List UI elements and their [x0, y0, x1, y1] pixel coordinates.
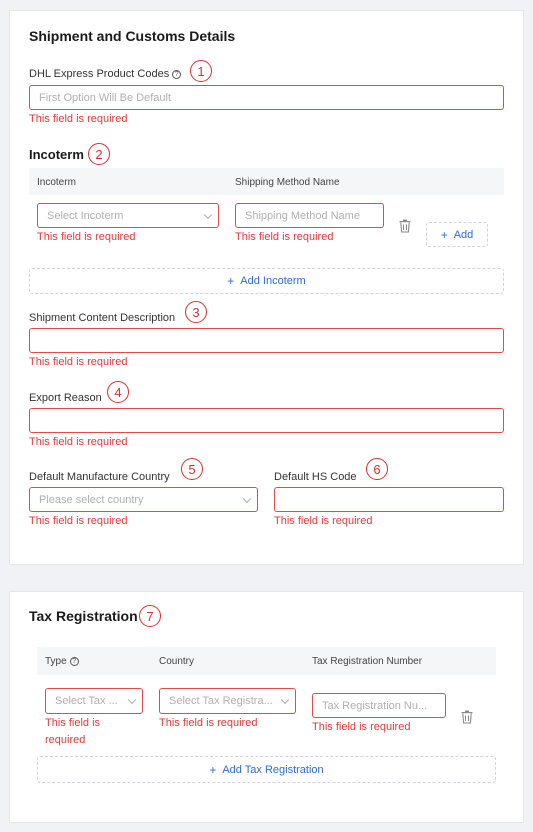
- incoterm-section-title: Incoterm: [29, 147, 84, 162]
- shipping-method-placeholder: Shipping Method Name: [245, 209, 360, 222]
- tax-type-error-line2: required: [45, 734, 86, 746]
- add-tax-registration-label: Add Tax Registration: [222, 763, 324, 776]
- annotation-badge-6: 6: [366, 458, 388, 480]
- incoterm-select-placeholder: Select Incoterm: [47, 209, 124, 222]
- manufacture-country-label: Default Manufacture Country: [29, 471, 170, 483]
- tax-section-title: Tax Registration: [29, 608, 138, 624]
- add-incoterm-row-button[interactable]: [426, 222, 488, 247]
- export-reason-error: This field is required: [29, 436, 128, 448]
- incoterm-column-header: Incoterm: [37, 177, 76, 188]
- hs-code-label: Default HS Code: [274, 471, 357, 483]
- content-description-label: Shipment Content Description: [29, 312, 176, 324]
- tax-number-input[interactable]: [312, 693, 446, 718]
- plus-icon: +: [227, 274, 235, 288]
- chevron-down-icon: [281, 696, 289, 704]
- product-codes-placeholder: First Option Will Be Default: [39, 91, 172, 104]
- incoterm-table-header: [29, 168, 504, 195]
- trash-icon[interactable]: [399, 219, 411, 233]
- product-codes-label: [29, 68, 181, 80]
- product-codes-error: This field is required: [29, 113, 128, 125]
- hs-code-error: This field is required: [274, 515, 373, 527]
- annotation-badge-7: 7: [139, 605, 161, 627]
- incoterm-select[interactable]: [37, 203, 219, 228]
- product-codes-label-text: DHL Express Product Codes: [29, 68, 170, 80]
- tax-number-error: This field is required: [312, 721, 411, 733]
- content-description-input[interactable]: [29, 328, 504, 353]
- plus-icon: +: [209, 762, 217, 777]
- add-incoterm-button[interactable]: [29, 268, 504, 294]
- chevron-down-icon: [204, 210, 212, 218]
- tax-number-placeholder: Tax Registration Nu...: [322, 699, 428, 712]
- hs-code-input[interactable]: [274, 487, 504, 512]
- tax-country-select[interactable]: [159, 688, 296, 714]
- tax-country-error: This field is required: [159, 717, 258, 729]
- trash-icon[interactable]: [461, 710, 473, 724]
- country-column-header: Country: [159, 656, 195, 667]
- annotation-badge-2: 2: [88, 143, 110, 165]
- annotation-badge-4: 4: [107, 381, 129, 403]
- shipment-section-title: Shipment and Customs Details: [29, 28, 236, 44]
- tax-country-placeholder: Select Tax Registra...: [169, 695, 273, 707]
- tax-type-placeholder: Select Tax ...: [55, 695, 118, 707]
- incoterm-error: This field is required: [37, 231, 136, 243]
- product-codes-select[interactable]: [29, 85, 504, 110]
- manufacture-country-error: This field is required: [29, 515, 128, 527]
- add-tax-registration-button[interactable]: [37, 756, 496, 783]
- shipping-method-input[interactable]: [235, 203, 384, 228]
- number-column-header: Tax Registration Number: [312, 656, 423, 667]
- tax-table-header: [37, 647, 496, 675]
- export-reason-label: Export Reason: [29, 392, 102, 404]
- shipping-method-error: This field is required: [235, 231, 334, 243]
- export-reason-input[interactable]: [29, 408, 504, 433]
- plus-icon: +: [440, 227, 448, 242]
- question-circle-icon[interactable]: ?: [70, 657, 79, 666]
- tax-type-error-line1: This field is: [45, 717, 101, 729]
- manufacture-country-placeholder: Please select country: [39, 493, 144, 506]
- shipping-method-column-header: Shipping Method Name: [235, 177, 340, 188]
- annotation-badge-3: 3: [185, 301, 207, 323]
- add-incoterm-label: Add Incoterm: [240, 275, 306, 287]
- annotation-badge-5: 5: [181, 458, 203, 480]
- add-row-label: Add: [453, 228, 474, 241]
- content-description-error: This field is required: [29, 356, 128, 368]
- tax-type-select[interactable]: [45, 688, 143, 714]
- chevron-down-icon: [128, 696, 136, 704]
- question-circle-icon[interactable]: ?: [172, 70, 181, 79]
- chevron-down-icon: [243, 494, 251, 502]
- manufacture-country-select[interactable]: [29, 487, 258, 512]
- annotation-badge-1: 1: [190, 60, 212, 82]
- type-column-header: [45, 656, 79, 667]
- type-column-label: Type: [45, 656, 67, 667]
